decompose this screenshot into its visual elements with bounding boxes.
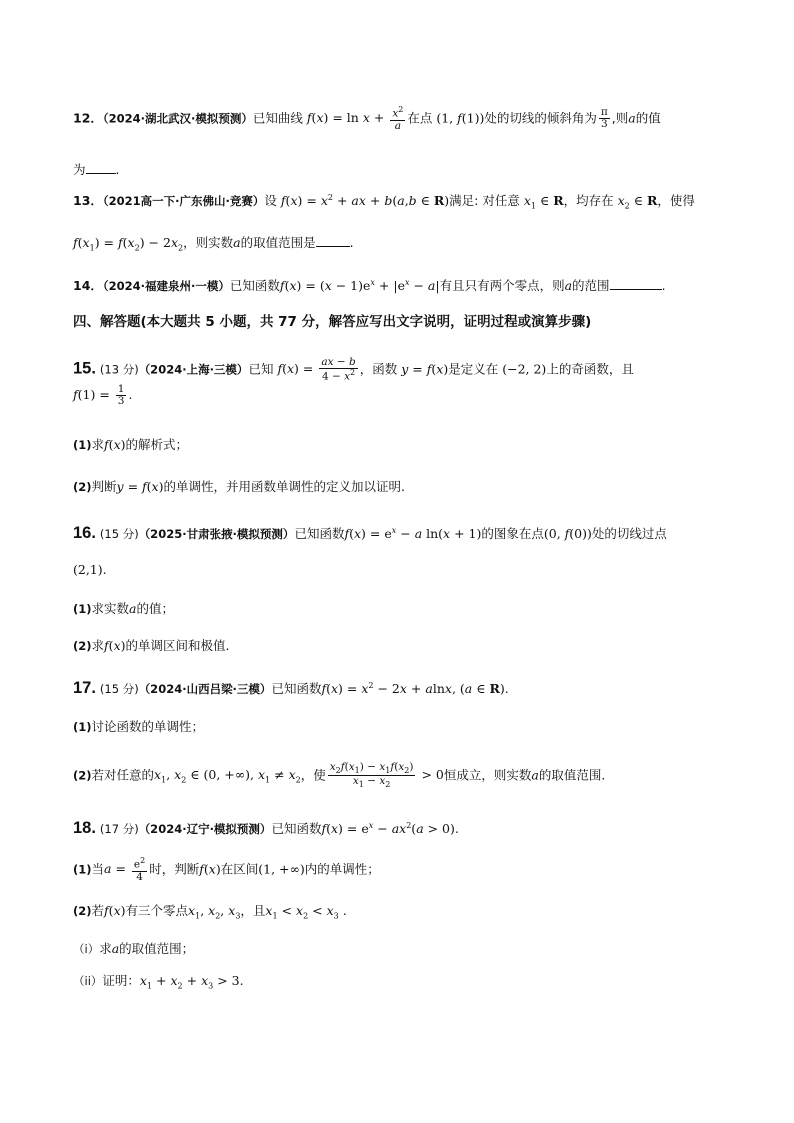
question-18-text: 若 xyxy=(91,903,105,918)
section-4-heading: 四、解答题(本大题共 5 小题，共 77 分，解答应写出文字说明，证明过程或演算步骤) xyxy=(73,314,592,330)
q15-fx: f(x) xyxy=(104,437,126,452)
part-label: (1) xyxy=(73,720,92,734)
question-18-text: ，且 xyxy=(240,903,266,918)
part-label: (1) xyxy=(73,862,92,877)
question-17-line-1 xyxy=(73,679,509,699)
question-17-number: 17. xyxy=(73,679,96,697)
question-18-number: 18. xyxy=(73,819,96,837)
question-14-text: 有且只有两个零点，则 xyxy=(439,278,565,294)
q16-pass-point: (2,1). xyxy=(73,562,107,577)
q18-order: $x_1 < x_2 < x_3$ . xyxy=(265,903,347,921)
question-18-text: 有三个零点 xyxy=(125,903,189,918)
question-12-line-2 xyxy=(73,162,120,177)
question-12-text: 的值 xyxy=(635,110,661,126)
question-18-sub-1 xyxy=(73,941,194,957)
question-16-line-1 xyxy=(73,524,667,544)
question-15-score: (13 分) xyxy=(99,362,139,377)
answer-blank[interactable] xyxy=(610,289,662,290)
question-16-text: 求 xyxy=(91,638,105,653)
question-14-line-1 xyxy=(73,278,666,294)
q13-var-a: a xyxy=(233,235,241,250)
question-16-text: 已知函数 xyxy=(294,526,345,541)
question-16-line-2 xyxy=(73,562,107,577)
question-17-text: 讨论函数的单调性； xyxy=(91,719,205,734)
question-15-text: 上的奇函数，且 xyxy=(546,361,634,377)
q12-curve-formula: f(x) = ln x + $\frac{x^2}{a}$ xyxy=(306,105,404,132)
question-16-source: （2025·甘肃张掖·模拟预测） xyxy=(138,527,295,541)
part-label: (2) xyxy=(73,480,92,494)
question-13-text: ，则实数 xyxy=(183,235,234,250)
question-18-part-1 xyxy=(73,857,380,883)
question-18-text: 在区间 xyxy=(220,861,259,877)
question-17-part-1 xyxy=(73,719,204,735)
q13-function-formula: $f(x) = x^2$ + ax + b(a,b ∈ R) xyxy=(280,193,450,209)
question-15-number: 15. xyxy=(73,359,96,378)
q17-function-formula: $f(x) = x^2 - 2x + alnx$, (a ∈ R). xyxy=(321,680,509,696)
question-17-score: (15 分) xyxy=(99,682,139,696)
question-15-text: 判断 xyxy=(91,479,117,494)
sub-part-label: （ii） xyxy=(73,974,103,988)
question-16-part-1 xyxy=(73,601,174,617)
q17-var-a: a xyxy=(531,767,539,783)
q13-condition-formula: $f(x_1) = f(x_2) - 2x_2$ xyxy=(73,235,184,253)
question-12-text: 已知曲线 xyxy=(252,110,303,126)
question-15-text: 已知 xyxy=(248,361,274,377)
q12-point: (1, f(1)) xyxy=(436,110,485,126)
q15-function-formula: f(x) = $\frac{ax - b}{4 - x^2}$ xyxy=(277,356,356,383)
question-16-number: 16. xyxy=(73,524,96,542)
question-15-line-1 xyxy=(73,357,634,383)
question-16-part-2 xyxy=(73,638,230,654)
q12-angle: $\frac{\pi}{3}$ xyxy=(600,106,608,131)
question-14-text: 的范围 xyxy=(572,278,610,294)
question-13-line-1 xyxy=(73,193,695,211)
question-18-sub-2 xyxy=(73,973,244,991)
question-15-text: 求 xyxy=(91,437,105,452)
question-18-text: 证明： xyxy=(102,973,140,988)
question-17-text: 若对任意的 xyxy=(91,767,155,783)
question-16-score: (15 分) xyxy=(99,527,139,541)
question-15-text: 的解析式； xyxy=(125,437,189,452)
q17-inequality: $\frac{x_2f(x_1) - x_1f(x_2)}{x_1 - x_2}$ > 0 xyxy=(329,761,444,790)
question-13-text: 设 xyxy=(264,193,277,209)
q18-a-value: a = $\frac{e^2}{4}$ xyxy=(104,856,146,883)
question-18-source: （2024·辽宁·模拟预测） xyxy=(138,822,272,836)
q13-x2-domain: $x_2$ ∈ R xyxy=(617,193,658,211)
question-15-part-1 xyxy=(73,437,188,453)
question-18-text: 已知函数 xyxy=(271,821,322,836)
question-12-number: 12． xyxy=(73,110,103,126)
question-16-text: 求实数 xyxy=(91,601,130,616)
question-15-text: ，函数 xyxy=(359,361,398,377)
question-18-text: 内的单调性； xyxy=(304,861,380,877)
question-17-text: ，使 xyxy=(300,767,326,783)
question-16-text: 处的切线过点 xyxy=(591,526,667,541)
question-12-text: ,则 xyxy=(611,110,629,126)
q14-var-a: a xyxy=(564,278,573,294)
answer-blank[interactable] xyxy=(316,246,350,247)
question-15-text: 是定义在 xyxy=(448,361,499,377)
question-15-part-2 xyxy=(73,479,405,495)
question-12-line-1 xyxy=(73,106,661,132)
question-18-text: 时，判断 xyxy=(149,861,200,877)
q18-function-formula: $f(x) = e^x - ax^2(a > 0)$. xyxy=(321,820,459,836)
question-17-text: 恒成立，则实数 xyxy=(443,767,532,783)
question-17-text: 的取值范围. xyxy=(538,767,606,783)
question-18-score: (17 分) xyxy=(99,822,139,836)
part-label: (2) xyxy=(73,904,92,918)
question-12-text: 在点 xyxy=(407,110,433,126)
question-13-number: 13． xyxy=(73,193,103,209)
question-16-text: 的图象在点 xyxy=(481,526,544,541)
question-17-part-2 xyxy=(73,762,605,790)
question-18-part-2 xyxy=(73,903,347,921)
part-label: (1) xyxy=(73,602,92,616)
question-12-text: . xyxy=(115,162,120,177)
question-13-text: ，使得 xyxy=(657,193,695,209)
q16-point: (0, f(0)) xyxy=(543,526,592,541)
part-label: (2) xyxy=(73,768,92,783)
question-13-text: ，均存在 xyxy=(563,193,614,209)
question-13-text: . xyxy=(349,235,354,250)
question-15-text: 的单调性，并用函数单调性的定义加以证明. xyxy=(163,479,405,494)
q18-interval: (1, +∞) xyxy=(258,861,305,877)
question-13-source: （2021高一下·广东佛山·竞赛） xyxy=(102,194,265,209)
q15-function-name: y = f(x) xyxy=(401,361,449,377)
q15-yfx: y = f(x) xyxy=(116,479,164,494)
question-17-source: （2024·山西吕梁·三模） xyxy=(138,682,272,696)
question-12-source: （2024·湖北武汉·模拟预测） xyxy=(102,111,253,126)
question-12-text: 处的切线的倾斜角为 xyxy=(484,110,597,126)
question-14-number: 14． xyxy=(73,278,103,294)
question-15-source: （2024·上海·三模） xyxy=(138,362,249,377)
question-18-text: 的取值范围； xyxy=(119,941,195,956)
answer-blank[interactable] xyxy=(86,173,116,174)
question-17-text: 已知函数 xyxy=(271,681,322,696)
sub-part-label: （i） xyxy=(73,942,100,956)
question-18-text: 求 xyxy=(99,941,112,956)
question-14-source: （2024·福建泉州·一模） xyxy=(102,279,230,294)
q12-var-a: a xyxy=(628,110,636,126)
q16-function-formula: $f(x) = e^x - a$ ln(x + 1) xyxy=(344,525,482,541)
q18-fx: f(x) xyxy=(199,861,221,877)
question-13-text: 满足: 对任意 xyxy=(449,193,520,209)
q18-var-a: a xyxy=(111,941,120,956)
question-13-text: 的取值范围是 xyxy=(240,235,316,250)
question-14-text: 已知函数 xyxy=(229,278,280,294)
q18-zeros: $x_1$, $x_2$, $x_3$ xyxy=(188,903,241,921)
q15-interval: (−2, 2) xyxy=(502,361,547,377)
question-12-text: 为 xyxy=(73,162,86,177)
q18-proof-statement: $x_1 + x_2 + x_3 > 3$. xyxy=(139,973,244,991)
question-16-text: 的值； xyxy=(136,601,174,616)
part-label: (1) xyxy=(73,438,92,452)
question-16-text: 的单调区间和极值. xyxy=(125,638,230,653)
q16-var-a: a xyxy=(129,601,137,616)
q13-x1-domain: $x_1$ ∈ R xyxy=(523,193,564,211)
question-18-line-1 xyxy=(73,819,459,839)
q17-domain: $x_1$, $x_2$ ∈ (0, +∞), $x_1 \ne x_2$ xyxy=(154,767,301,785)
question-18-text: 当 xyxy=(91,861,105,877)
question-14-text: . xyxy=(661,278,666,294)
part-label: (2) xyxy=(73,639,92,653)
q15-given-value: f(1) = $\frac{1}{3}$ . xyxy=(73,383,133,408)
q14-function-formula: $f(x) = (x - 1)e^x + |e^x - a|$ xyxy=(279,278,440,294)
question-13-line-2 xyxy=(73,235,354,253)
q16-fx: f(x) xyxy=(104,638,126,653)
q18-fx-2: f(x) xyxy=(104,903,126,918)
question-15-line-2 xyxy=(73,384,132,407)
